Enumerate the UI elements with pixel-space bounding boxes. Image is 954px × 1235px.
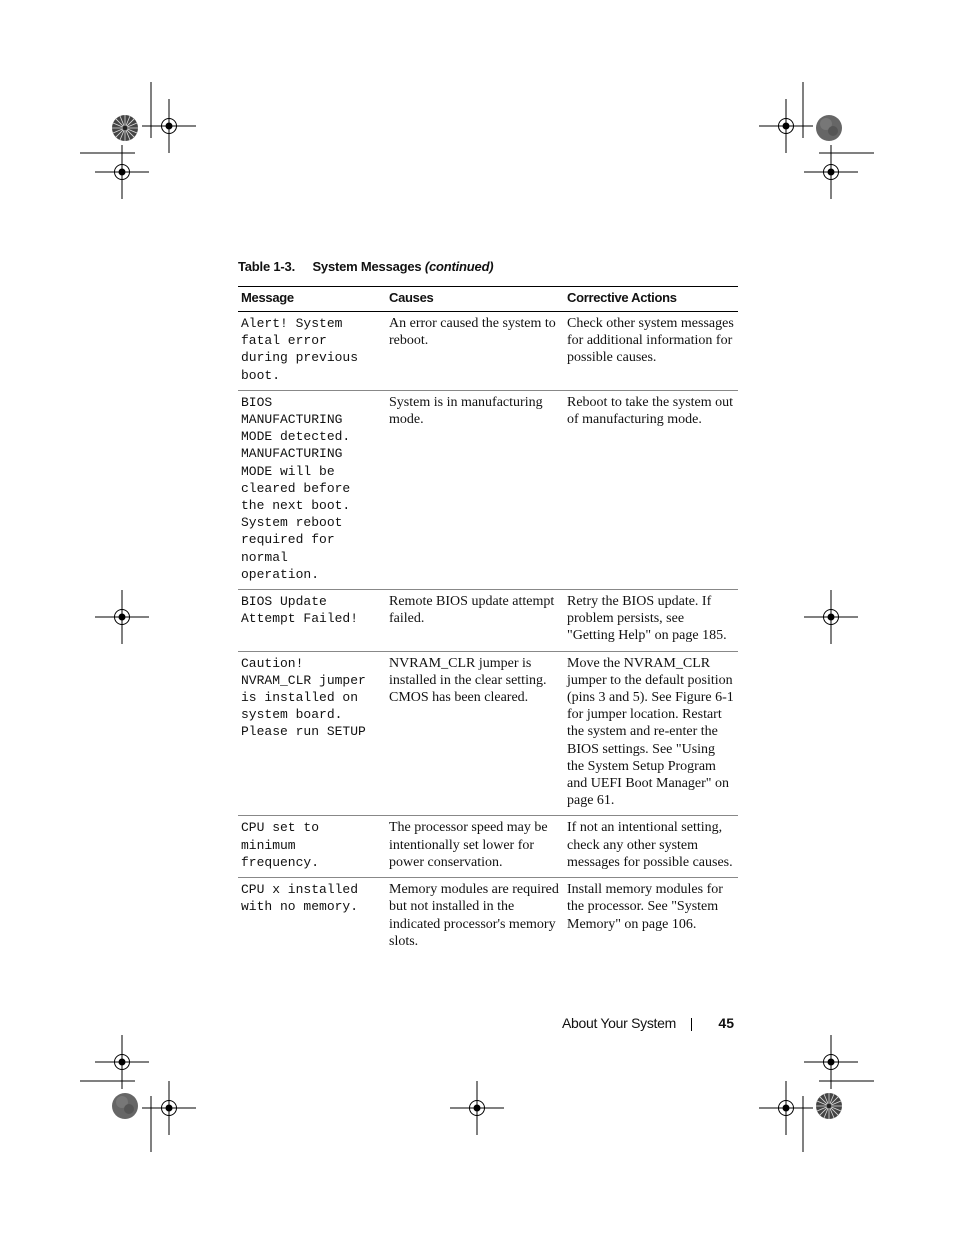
action-cell: Check other system messages for additional information for possible causes. bbox=[564, 312, 738, 391]
starburst-mark-icon bbox=[112, 115, 138, 141]
table-caption bbox=[238, 259, 493, 274]
table-header-row bbox=[238, 287, 738, 312]
header-corrective-actions: Corrective Actions bbox=[564, 287, 738, 312]
message-cell: Alert! System fatal error during previous boot. bbox=[238, 312, 386, 391]
table-title: System Messages bbox=[312, 259, 422, 274]
message-cell: BIOS MANUFACTURING MODE detected. MANUFACTURING MODE will be cleared before the next boot. System reboot required for normal operation. bbox=[238, 390, 386, 589]
cause-cell: Remote BIOS update attempt failed. bbox=[386, 590, 564, 652]
action-cell: If not an intentional setting, check any other system messages for possible causes. bbox=[564, 816, 738, 878]
cause-cell: NVRAM_CLR jumper is installed in the clear setting. CMOS has been cleared. bbox=[386, 651, 564, 816]
cause-cell: An error caused the system to reboot. bbox=[386, 312, 564, 391]
message-cell: BIOS Update Attempt Failed! bbox=[238, 590, 386, 652]
action-cell: Move the NVRAM_CLR jumper to the default position (pins 3 and 5). See Figure 6-1 for jumper location. Restart the system and re-enter the BIOS settings. See "Using the System Setup Program and UEFI Boot Manager" on page 61. bbox=[564, 651, 738, 816]
table-row bbox=[238, 878, 738, 956]
header-causes: Causes bbox=[386, 287, 564, 312]
table-continued-label: (continued) bbox=[424, 259, 494, 274]
table-number: Table 1-3. bbox=[238, 259, 296, 274]
table-row bbox=[238, 390, 738, 589]
action-cell: Retry the BIOS update. If problem persists, see "Getting Help" on page 185. bbox=[564, 590, 738, 652]
message-cell: CPU set to minimum frequency. bbox=[238, 816, 386, 878]
table-row bbox=[238, 651, 738, 816]
system-messages-table bbox=[238, 286, 738, 956]
action-cell: Install memory modules for the processor. See "System Memory" on page 106. bbox=[567, 882, 723, 932]
cause-cell: System is in manufacturing mode. bbox=[386, 390, 564, 589]
action-cell: Reboot to take the system out of manufacturing mode. bbox=[564, 390, 738, 589]
table-row bbox=[238, 312, 738, 391]
gray-disc-mark-icon bbox=[816, 115, 842, 141]
page-number: 45 bbox=[718, 1015, 734, 1031]
cause-cell: The processor speed may be intentionally set lower for power conservation. bbox=[386, 816, 564, 878]
message-cell: CPU x installed with no memory. bbox=[241, 882, 359, 915]
footer-section-title: About Your System bbox=[562, 1015, 676, 1031]
footer-divider bbox=[691, 1018, 692, 1031]
cause-cell: Memory modules are required but not installed in the indicated processor's memory slots. bbox=[389, 882, 559, 949]
table-row bbox=[238, 816, 738, 878]
header-message: Message bbox=[238, 287, 386, 312]
table-row bbox=[238, 590, 738, 652]
message-cell: Caution! NVRAM_CLR jumper is installed on system board. Please run SETUP bbox=[238, 651, 386, 816]
